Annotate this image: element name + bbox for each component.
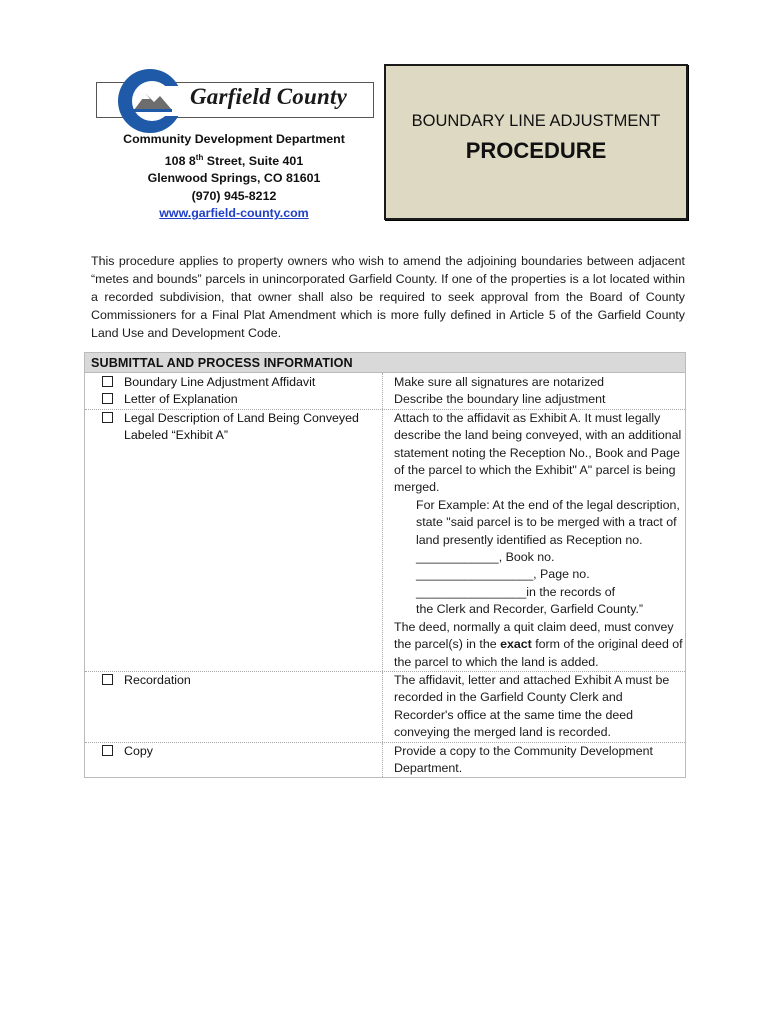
- department-name: Community Development Department: [123, 132, 345, 146]
- table-row: [85, 672, 685, 743]
- item-label: Copy: [124, 743, 153, 758]
- item-detail: Make sure all signatures are notarized: [394, 375, 605, 389]
- department-phone: (970) 945-8212: [191, 188, 277, 203]
- table-heading: SUBMITTAL AND PROCESS INFORMATION: [85, 353, 685, 373]
- document-title: BOUNDARY LINE ADJUSTMENT: [411, 112, 661, 130]
- intro-paragraph: This procedure applies to property owners who wish to amend the adjoining boundaries between adjacent “metes and bounds” parcels in unincorporated Garfield County. If one of the properties is a lot located within a recorded subdivision, that owner shall also be required to seek approval from the Board of County Commissioners for a Final Plat Amendment which is more fully defined in Article 5 of the Garfield County Land Use and Development Code.: [91, 254, 685, 340]
- document-subtitle: PROCEDURE: [465, 138, 607, 163]
- item-detail: The affidavit, letter and attached Exhibit A must be recorded in the Garfield County Clerk and Recorder's office at the same time the deed conveying the merged land is recorded.: [394, 672, 670, 740]
- item-label-cont: Labeled “Exhibit A”: [124, 428, 229, 443]
- table-row: [85, 743, 685, 778]
- submittal-table: [84, 352, 686, 778]
- item-label: Boundary Line Adjustment Affidavit: [124, 375, 316, 389]
- table-row: [85, 410, 685, 672]
- deed-text: The deed, normally a quit claim deed, must convey the parcel(s) in the exact form of the original deed of the parcel to which the land is added.: [394, 619, 683, 669]
- department-address: 108 8th Street, Suite 401: [164, 152, 304, 168]
- blank-reception: ____________, Book no.: [416, 550, 555, 565]
- county-logo-icon: [116, 66, 186, 136]
- item-detail: Attach to the affidavit as Exhibit A. It must legally describe the land being conveyed, with an additional statement noting the Reception No., Book and Page of the parcel to which the Exhibit" A" parcel is being merged.: [394, 410, 682, 495]
- item-label: Letter of Explanation: [124, 392, 238, 407]
- department-contact: [96, 131, 372, 223]
- checkbox[interactable]: [102, 674, 113, 685]
- example-end: the Clerk and Recorder, Garfield County.”: [416, 602, 644, 617]
- title-box: [384, 64, 688, 220]
- item-detail: Describe the boundary line adjustment: [394, 392, 606, 407]
- example-text: For Example: At the end of the legal description, state "said parcel is to be merged with a tract of land presently identified as Reception no.: [416, 497, 680, 547]
- blank-book: _________________, Page no.: [416, 567, 590, 582]
- item-label: Recordation: [124, 672, 191, 687]
- blank-page: ________________in the records of: [416, 584, 616, 599]
- website-link[interactable]: www.garfield-county.com: [159, 206, 309, 221]
- item-label: Legal Description of Land Being Conveyed: [124, 410, 359, 425]
- checkbox[interactable]: [102, 745, 113, 756]
- checkbox[interactable]: [102, 412, 113, 423]
- table-row: [85, 373, 685, 410]
- checkbox[interactable]: [102, 376, 113, 387]
- checkbox[interactable]: [102, 393, 113, 404]
- logo-wordmark: Garfield County: [190, 84, 347, 109]
- department-city: Glenwood Springs, CO 81601: [147, 171, 321, 186]
- item-detail: Provide a copy to the Community Development Department.: [394, 743, 653, 775]
